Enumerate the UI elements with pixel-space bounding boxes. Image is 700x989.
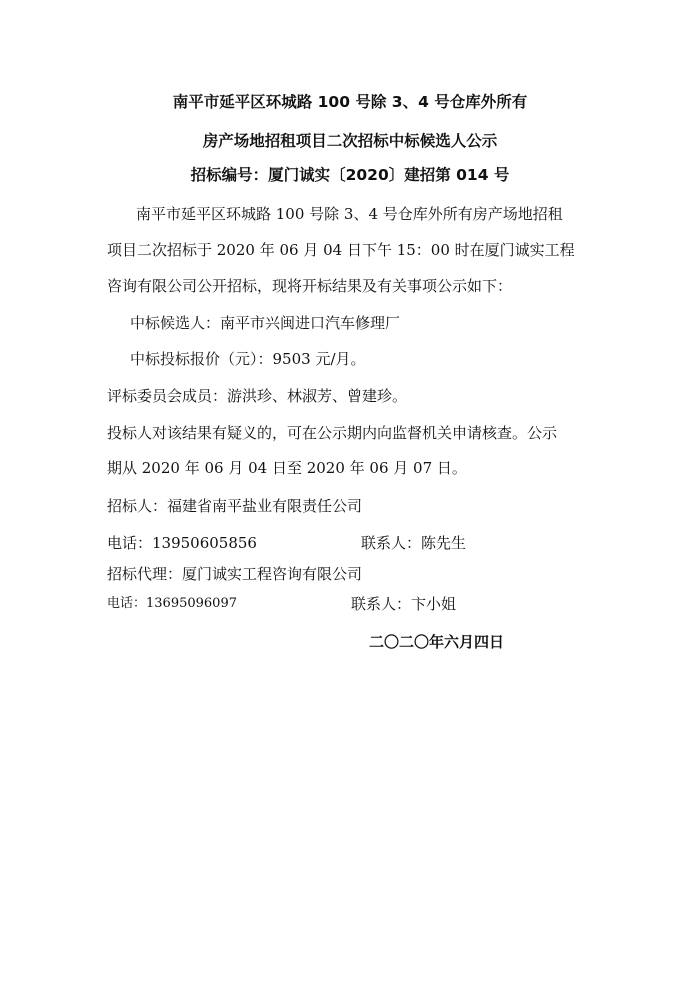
- objection-notice-line-1: 投标人对该结果有疑义的，可在公示期内向监督机关申请核查。公示: [107, 424, 558, 442]
- notice-title-line-2: 房产场地招租项目二次招标中标候选人公示: [202, 132, 498, 150]
- bid-number: 招标编号：厦门诚实〔2020〕建招第 014 号: [190, 166, 510, 184]
- winning-bid-price: 中标投标报价（元）：9503 元/月。: [130, 350, 366, 368]
- tenderer-contact: 联系人：陈先生: [361, 534, 467, 552]
- notice-date: 二〇二〇年六月四日: [369, 633, 505, 651]
- objection-notice-line-2: 期从 2020 年 06 月 04 日至 2020 年 06 月 07 日。: [107, 459, 467, 477]
- tenderer-phone: 电话：13950605856: [107, 534, 257, 552]
- body-paragraph-line-3: 咨询有限公司公开招标，现将开标结果及有关事项公示如下：: [107, 277, 513, 295]
- winning-candidate: 中标候选人：南平市兴闽进口汽车修理厂: [130, 314, 401, 332]
- tenderer: 招标人：福建省南平盐业有限责任公司: [107, 497, 363, 515]
- body-paragraph-line-2: 项目二次招标于 2020 年 06 月 04 日下午 15：00 时在厦门诚实工程: [107, 241, 575, 259]
- body-paragraph-line-1: 南平市延平区环城路 100 号除 3、4 号仓库外所有房产场地招租: [136, 205, 563, 223]
- agent-contact: 联系人：卞小姐: [351, 595, 457, 613]
- tender-agent: 招标代理：厦门诚实工程咨询有限公司: [107, 565, 363, 583]
- agent-phone: 电话：13695096097: [107, 596, 237, 611]
- evaluation-committee: 评标委员会成员：游洪珍、林淑芳、曾建珍。: [107, 387, 408, 405]
- notice-title-line-1: 南平市延平区环城路 100 号除 3、4 号仓库外所有: [172, 93, 528, 111]
